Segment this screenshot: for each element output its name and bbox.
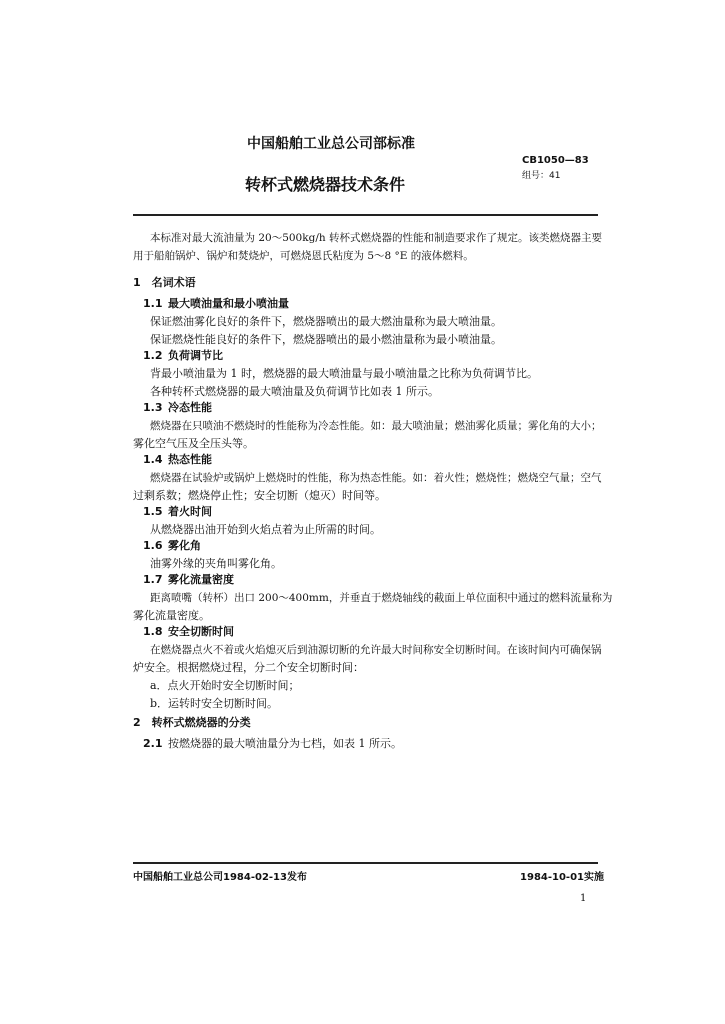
intro-line-2: 用于船舶锅炉、锅炉和焚烧炉，可燃烧恩氏粘度为 5～8 °E 的液体燃料。 <box>133 250 474 262</box>
item-1-3-line-1: 燃烧器在只喷油不燃烧时的性能称为冷态性能。如：最大喷油量；燃油雾化质量；雾化角的大小； <box>150 420 602 432</box>
section-2-heading: 2 转杯式燃烧器的分类 <box>133 716 251 729</box>
category-number: 组号：41 <box>522 171 561 181</box>
issued-date: 中国船舶工业总公司1984-02-13发布 <box>133 872 307 883</box>
item-1-1-title: 最大喷油量和最小喷油量 <box>168 297 289 310</box>
footer-rule <box>133 862 598 864</box>
section-1-heading: 1 名词术语 <box>133 276 196 289</box>
item-1-8-number: 1.8 <box>143 625 163 638</box>
item-1-4-line-2: 过剩系数；燃烧停止性；安全切断（熄灭）时间等。 <box>133 489 386 502</box>
item-1-2-line-2: 各种转杯式燃烧器的最大喷油量及负荷调节比如表 1 所示。 <box>150 385 439 398</box>
item-1-3-line-2: 雾化空气压及全压头等。 <box>133 437 254 450</box>
item-1-5-line-1: 从燃烧器出油开始到火焰点着为止所需的时间。 <box>150 523 381 536</box>
item-1-6-title: 雾化角 <box>168 539 201 552</box>
item-1-7-line-1: 距离喷嘴（转杯）出口 200～400mm，并垂直于燃烧轴线的截面上单位面积中通过的燃料流量称为 <box>150 592 613 604</box>
item-1-4-title: 热态性能 <box>168 453 212 466</box>
item-1-5-title: 着火时间 <box>168 505 212 518</box>
org-standard: 中国船舶工业总公司部标准 <box>247 136 415 152</box>
item-2-1-text: 按燃烧器的最大喷油量分为七档，如表 1 所示。 <box>168 737 402 750</box>
item-1-2-number: 1.2 <box>143 349 163 362</box>
item-1-1-line-2: 保证燃烧性能良好的条件下，燃烧器喷出的最小燃油量称为最小喷油量。 <box>150 333 502 346</box>
item-1-2-title: 负荷调节比 <box>168 349 223 362</box>
item-1-7-line-2: 雾化流量密度。 <box>133 609 210 622</box>
item-1-8-title: 安全切断时间 <box>168 625 234 638</box>
page-number: 1 <box>580 893 587 904</box>
item-1-3-title: 冷态性能 <box>168 401 212 414</box>
item-1-4-line-1: 燃烧器在试验炉或锅炉上燃烧时的性能，称为热态性能。如：着火性；燃烧性；燃烧空气量；空气 <box>150 472 602 484</box>
document-title: 转杯式燃烧器技术条件 <box>245 175 406 194</box>
item-1-1-number: 1.1 <box>143 297 163 310</box>
item-1-4-number: 1.4 <box>143 453 163 466</box>
standard-code: CB1050—83 <box>522 155 589 166</box>
item-1-6-number: 1.6 <box>143 539 163 552</box>
intro-line-1: 本标准对最大流油量为 20～500kg/h 转杯式燃烧器的性能和制造要求作了规定。该类燃烧器主要 <box>150 232 602 244</box>
effective-date: 1984-10-01实施 <box>520 872 604 883</box>
sub-item-a: a．点火开始时安全切断时间； <box>150 679 300 692</box>
item-1-8-line-1: 在燃烧器点火不着或火焰熄灭后到油源切断的允许最大时间称安全切断时间。在该时间内可确保锅 <box>150 644 602 656</box>
item-1-3-number: 1.3 <box>143 401 163 414</box>
header-rule <box>133 214 598 216</box>
item-1-2-line-1: 背最小喷油量为 1 时，燃烧器的最大喷油量与最小喷油量之比称为负荷调节比。 <box>150 367 538 380</box>
item-2-1-number: 2.1 <box>143 737 163 750</box>
item-1-6-line-1: 油雾外缘的夹角叫雾化角。 <box>150 557 282 570</box>
item-1-8-line-2: 炉安全。根据燃烧过程，分二个安全切断时间： <box>133 661 364 674</box>
item-1-7-title: 雾化流量密度 <box>168 573 234 586</box>
item-1-1-line-1: 保证燃油雾化良好的条件下，燃烧器喷出的最大燃油量称为最大喷油量。 <box>150 315 502 328</box>
sub-item-b: b．运转时安全切断时间。 <box>150 697 279 710</box>
item-1-5-number: 1.5 <box>143 505 163 518</box>
item-1-7-number: 1.7 <box>143 573 163 586</box>
